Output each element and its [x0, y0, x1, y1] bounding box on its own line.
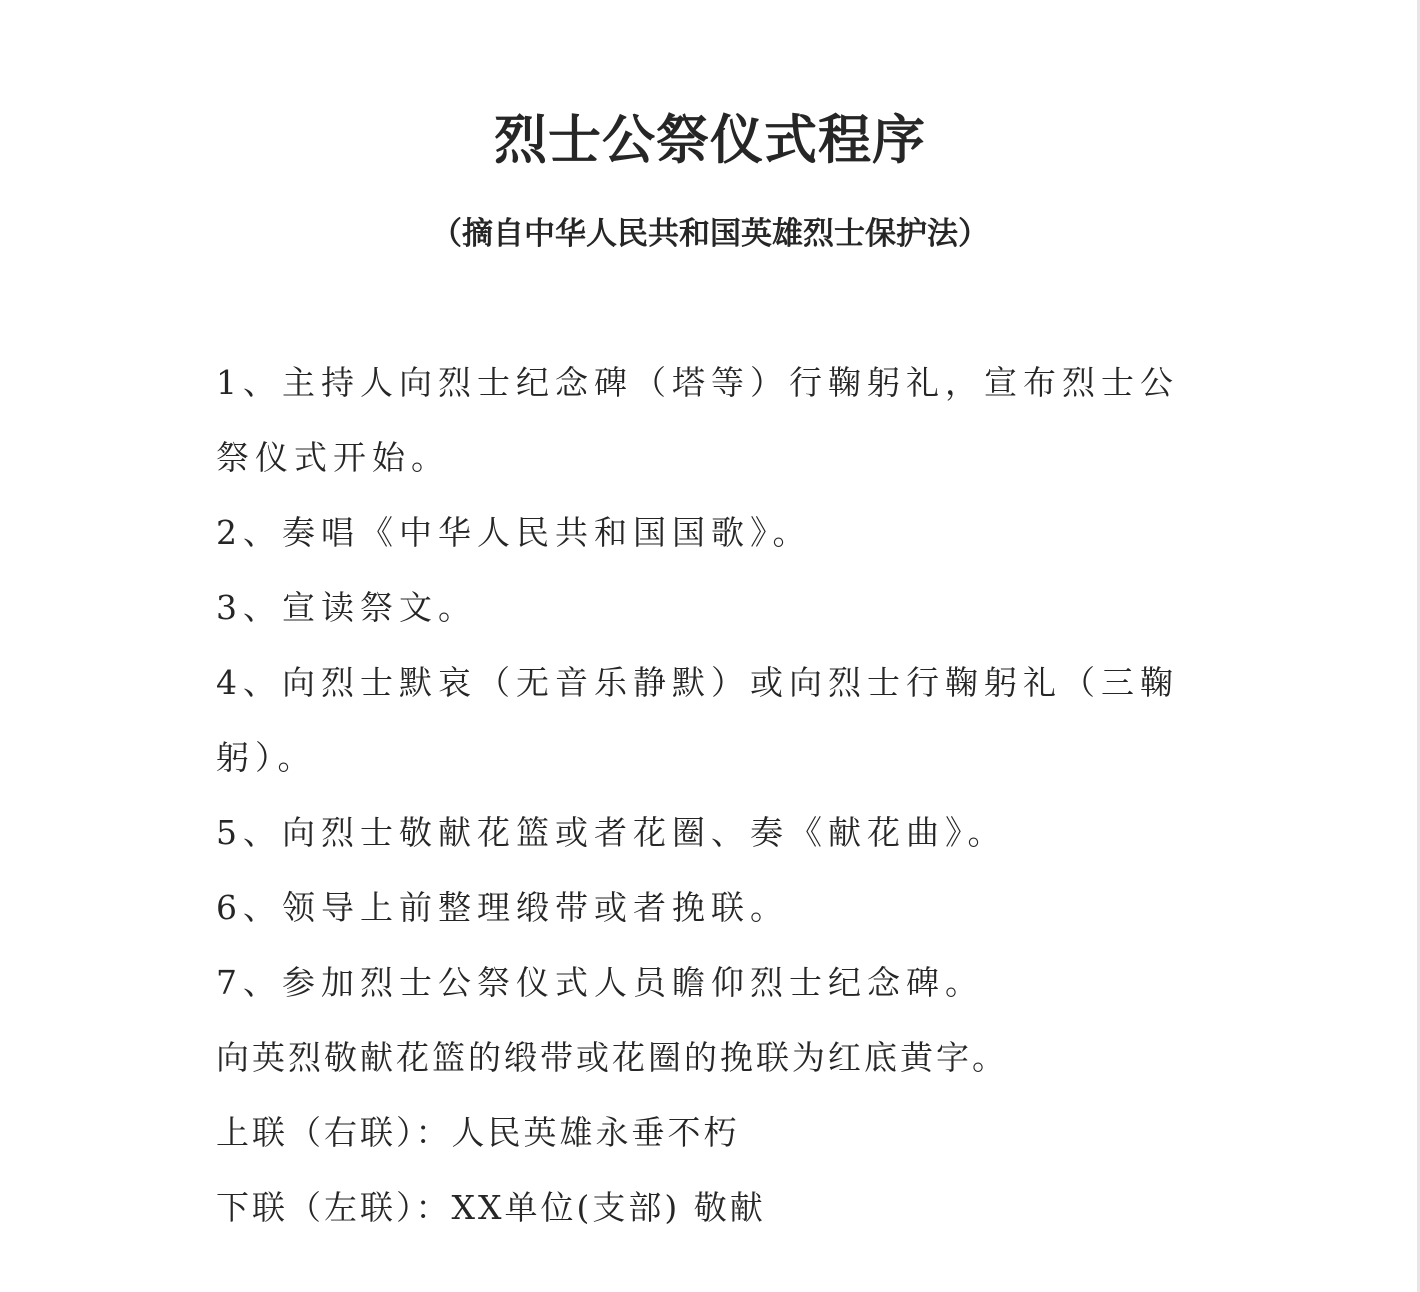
lower-couplet: 下联（左联）：XX单位(支部) 敬献	[216, 1188, 766, 1227]
step-2: 2、奏唱《中华人民共和国国歌》。	[216, 513, 812, 552]
document-title: 烈士公祭仪式程序	[494, 109, 926, 171]
document-subtitle: （摘自中华人民共和国英雄烈士保护法）	[431, 216, 989, 252]
document-body	[216, 345, 1208, 1245]
step-4: 4、向烈士默哀（无音乐静默）或向烈士行鞠躬礼（三鞠躬）。	[216, 663, 1179, 777]
step-7: 7、参加烈士公祭仪式人员瞻仰烈士纪念碑。	[216, 963, 984, 1002]
step-1: 1、主持人向烈士纪念碑（塔等）行鞠躬礼，宣布烈士公祭仪式开始。	[216, 363, 1179, 477]
ribbon-note: 向英烈敬献花篮的缎带或花圈的挽联为红底黄字。	[216, 1038, 1008, 1077]
step-5: 5、向烈士敬献花篮或者花圈、奏《献花曲》。	[216, 813, 1007, 852]
step-3: 3、宣读祭文。	[216, 588, 477, 627]
upper-couplet: 上联（右联）：人民英雄永垂不朽	[216, 1113, 740, 1152]
step-6: 6、领导上前整理缎带或者挽联。	[216, 888, 789, 927]
